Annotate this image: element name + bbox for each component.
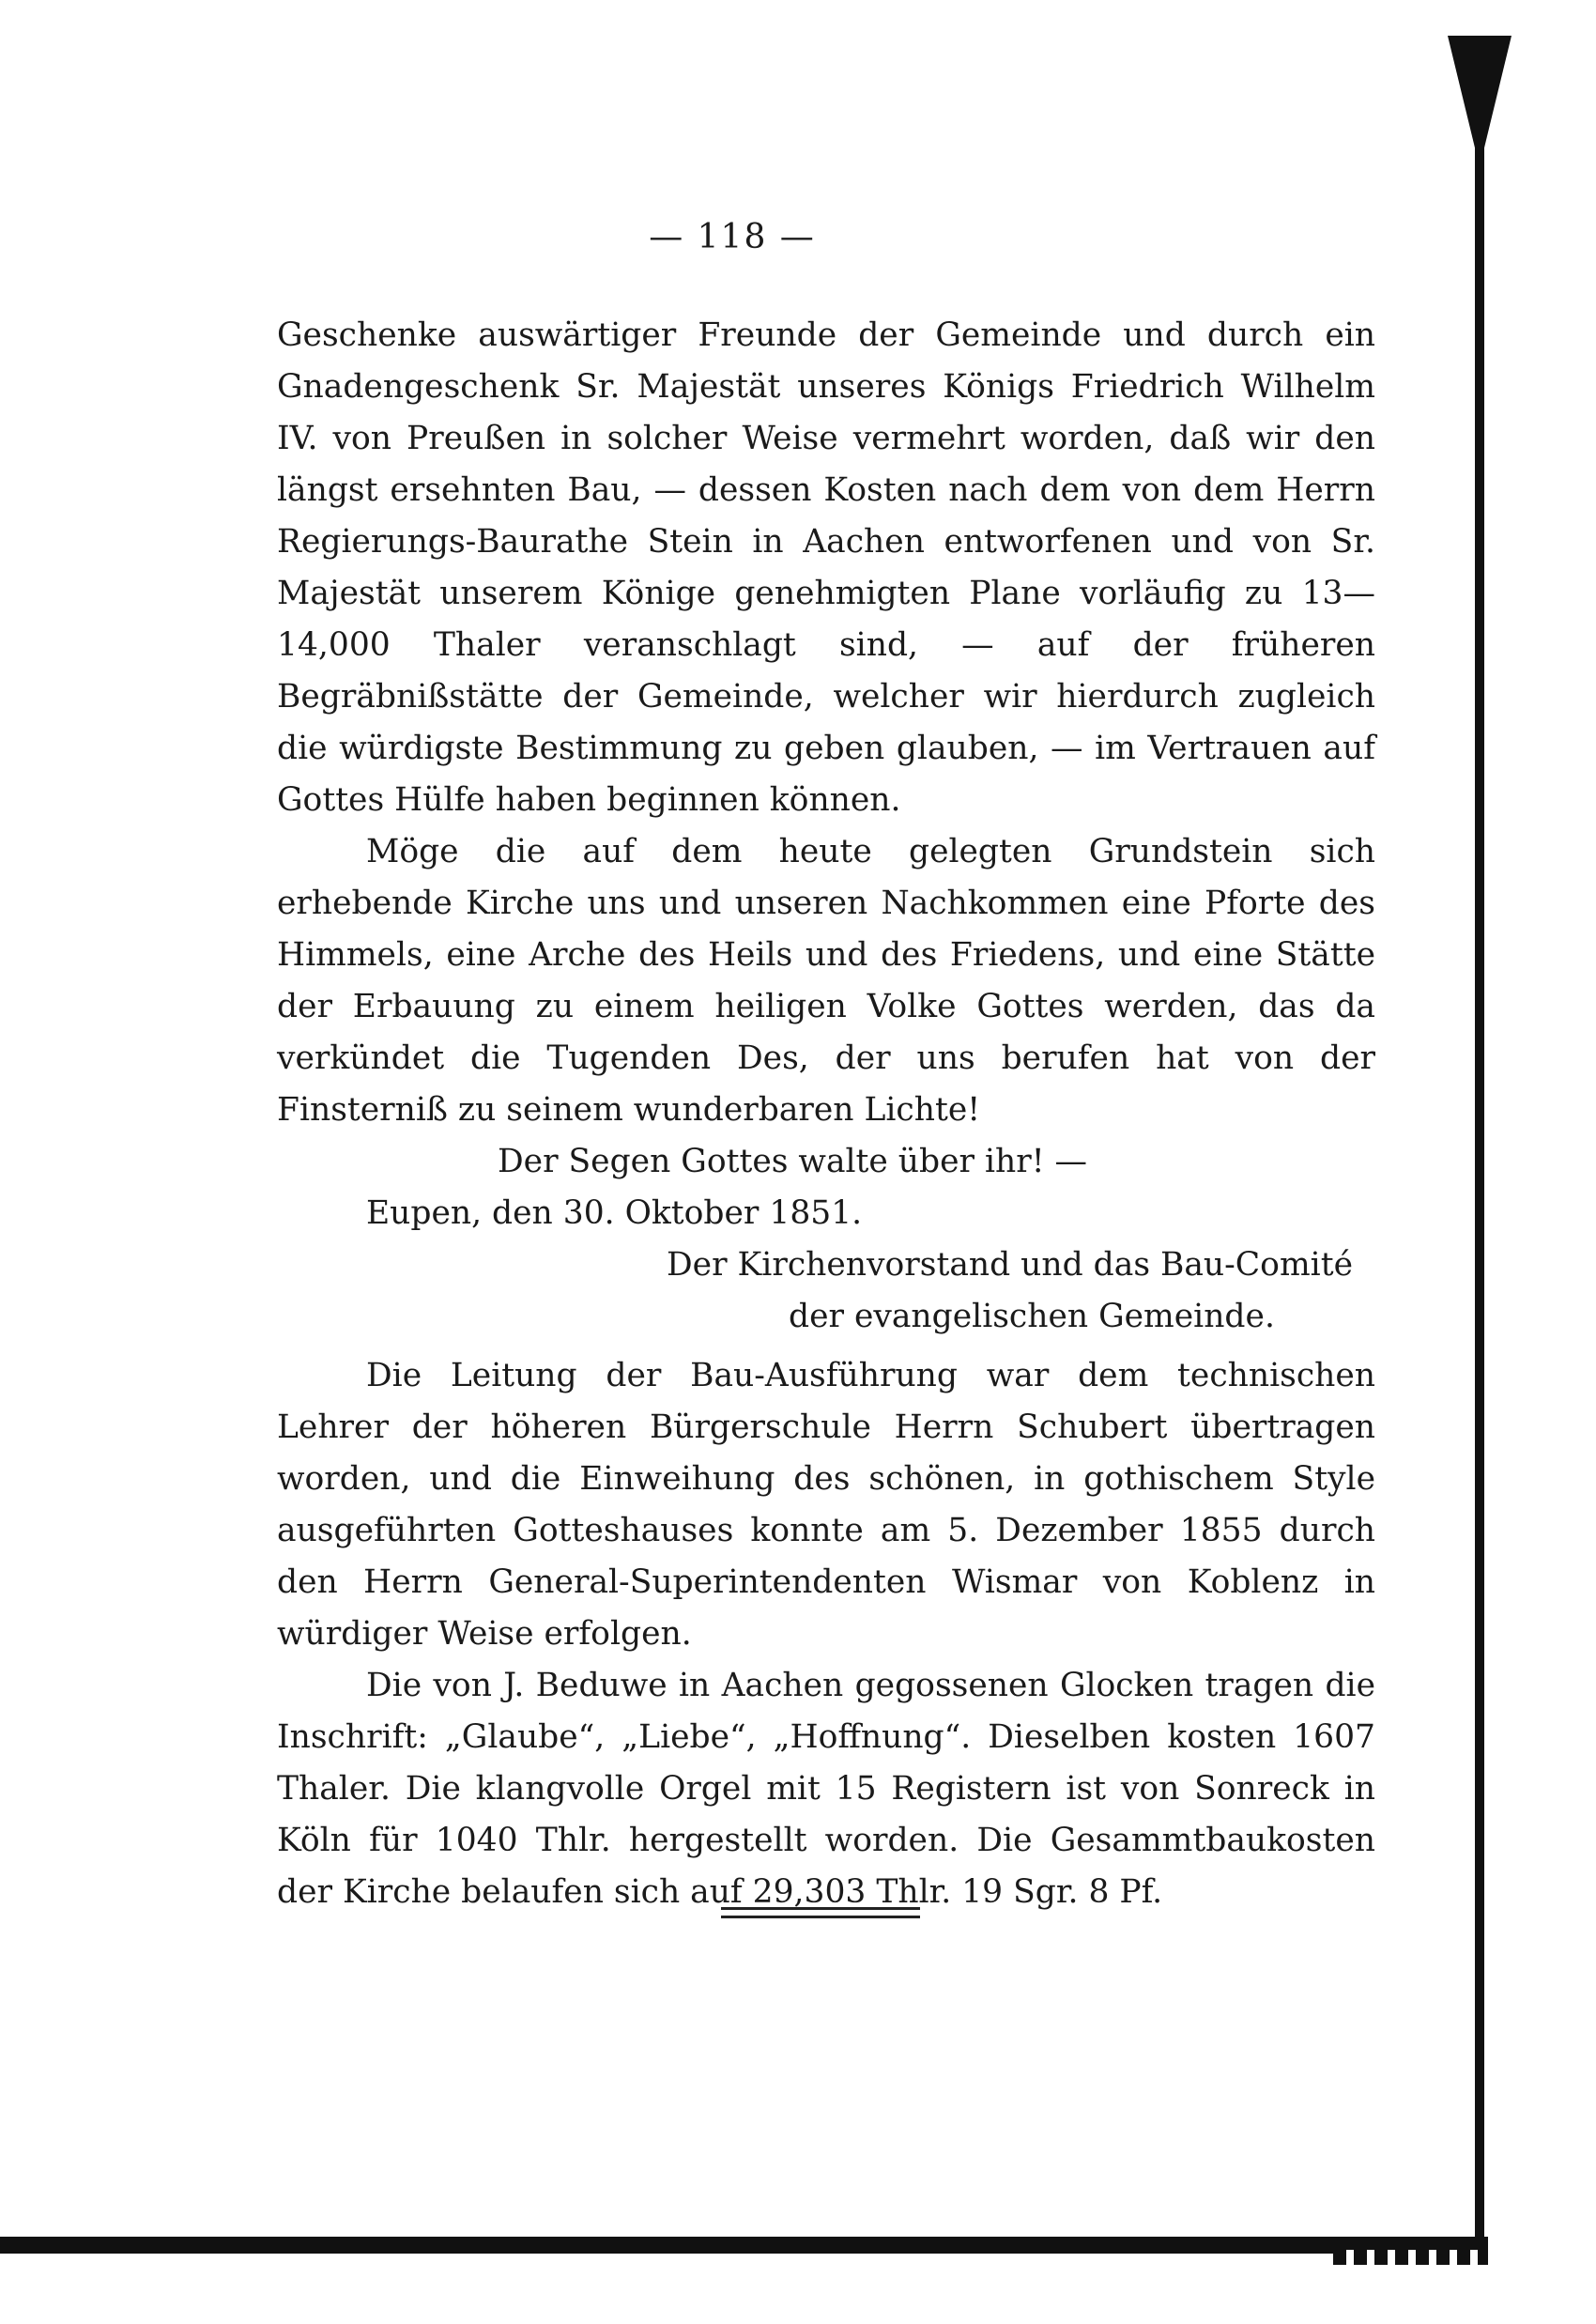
closing-blessing: Der Segen Gottes walte über ihr! — [498, 1143, 1088, 1180]
signature-line-1: Der Kirchenvorstand und das Bau-Comité [667, 1246, 1353, 1284]
page-number: — 118 — [649, 218, 816, 256]
place-date: Eupen, den 30. Oktober 1851. [366, 1194, 863, 1232]
scan-edge-bottom [0, 2237, 1488, 2254]
signature-line-2: der evangelischen Gemeinde. [789, 1298, 1275, 1335]
paragraph-continuation: Geschenke auswärtiger Freunde der Gemeinde und durch ein Gnadengeschenk Sr. Majestät unseres Königs Friedrich Wilhelm IV. von Preußen in solcher Weise vermehrt worden, daß wir den längst ersehnten Bau, — dessen Kosten nach dem von dem Herrn Regierungs-Baurathe Stein in Aachen entworfenen und von Sr. Majestät unserem Könige genehmigten Plane vorläufig zu 13—14,000 Thaler veranschlagt sind, — auf der früheren Begräbnißstätte der Gemeinde, welcher wir hierdurch zugleich die würdigste Bestimmung zu geben glauben, — im Vertrauen auf Gottes Hülfe haben beginnen können. [277, 316, 1375, 819]
paragraph-construction: Die Leitung der Bau-Ausführung war dem technischen Lehrer der höheren Bürgerschule Herrn Schubert übertragen worden, und die Einweihung des schönen, in gothischem Style ausgeführten Gotteshauses konnte am 5. Dezember 1855 durch den Herrn General-Superintendenten Wismar von Koblenz in würdiger Weise erfolgen. [277, 1357, 1375, 1653]
scan-edge-right [1475, 36, 1484, 2242]
section-end-rule [721, 1907, 920, 1918]
paragraph-bells-organ: Die von J. Beduwe in Aachen gegossenen Glocken tragen die Inschrift: „Glaube“, „Liebe“, „Hoffnung“. Dieselben kosten 1607 Thaler. Die klangvolle Orgel mit 15 Registern ist von Sonreck in Köln für 1040 Thlr. hergestellt worden. Die Gesammtbaukosten der Kirche belaufen sich auf 29,303 Thlr. 19 Sgr. 8 Pf. [277, 1667, 1375, 1911]
scan-edge-bottom-ticks [1333, 2250, 1488, 2265]
page-body [277, 310, 1375, 1918]
paragraph-blessing: Möge die auf dem heute gelegten Grundstein sich erhebende Kirche uns und unseren Nachkommen eine Pforte des Himmels, eine Arche des Heils und des Friedens, und eine Stätte der Erbauung zu einem heiligen Volke Gottes werden, das da verkündet die Tugenden Des, der uns berufen hat von der Finsterniß zu seinem wunderbaren Lichte! [277, 833, 1375, 1129]
